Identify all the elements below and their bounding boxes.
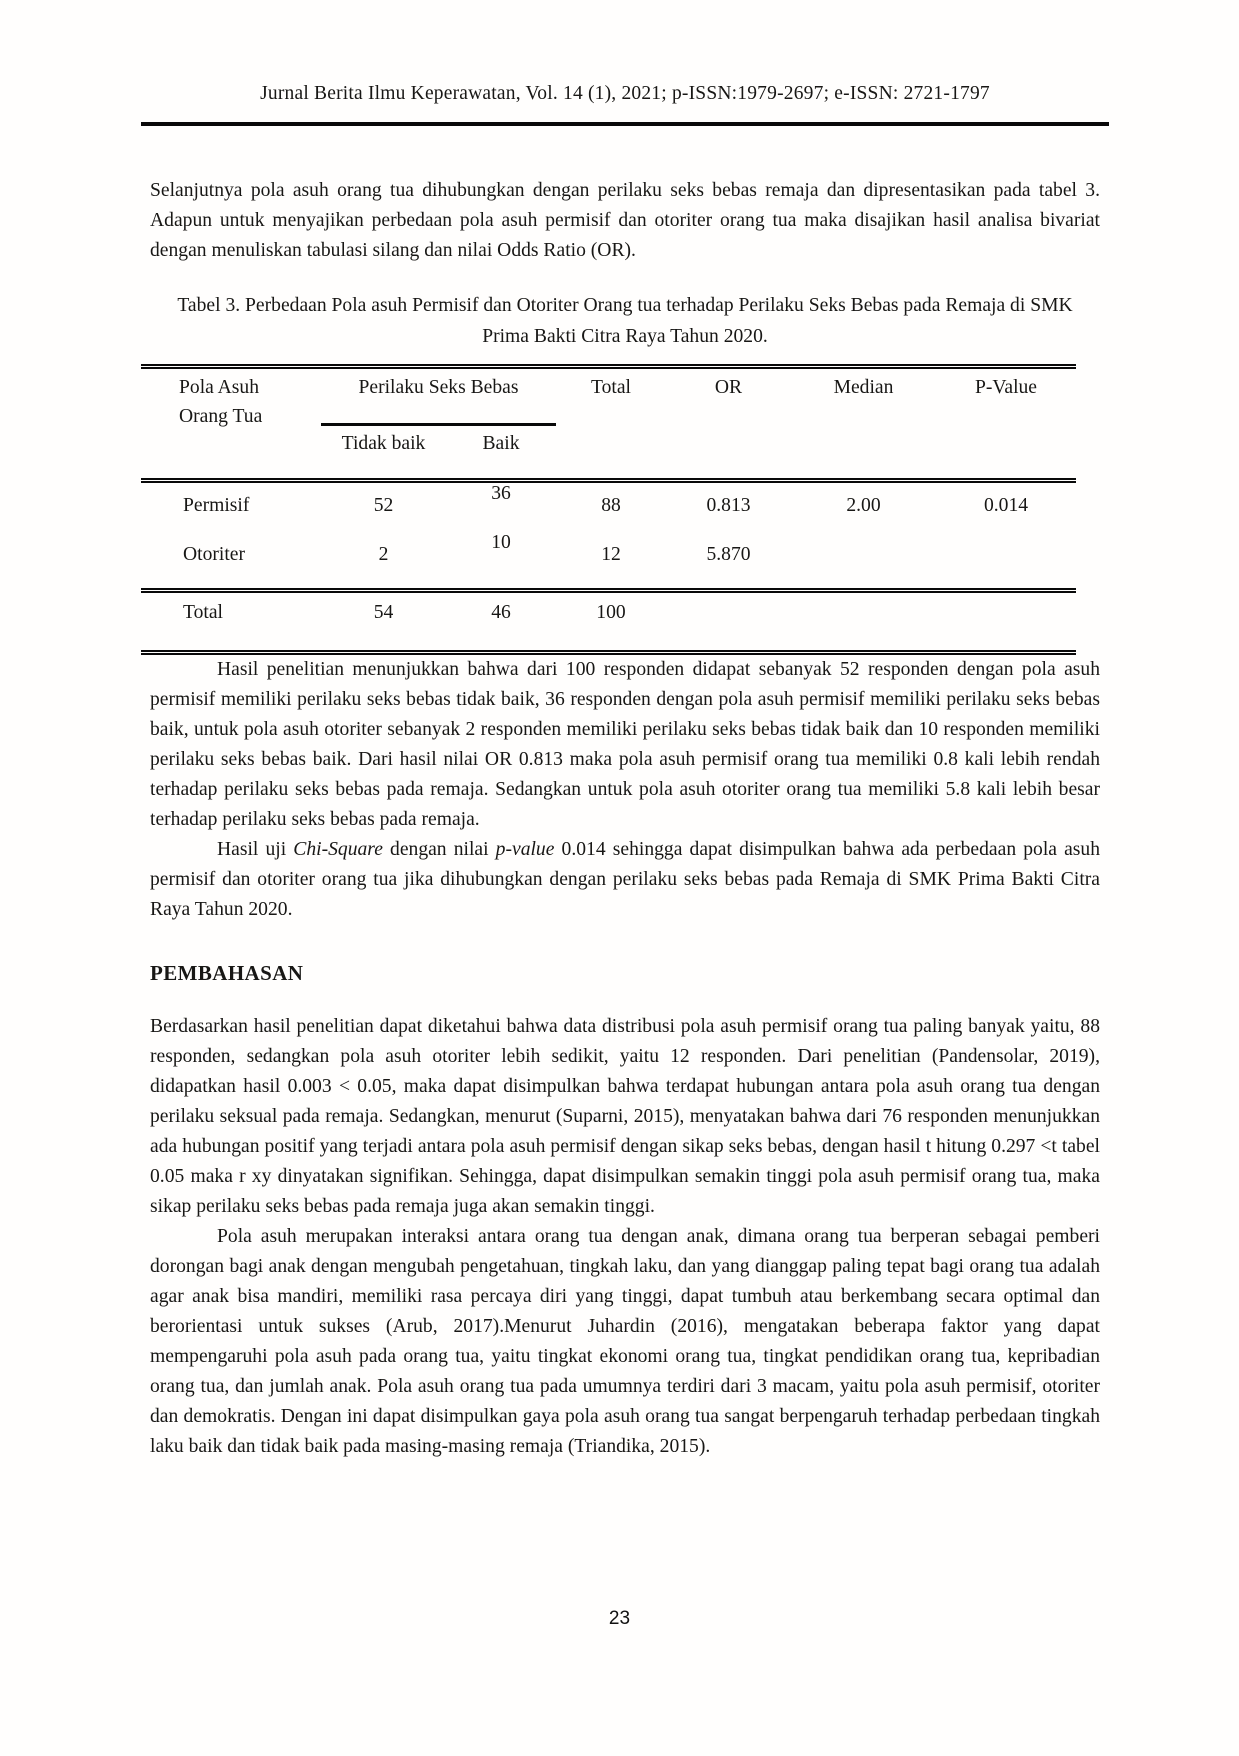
results-p2-text-1: Hasil uji [217,839,294,860]
cell-permisif-baik-value: 36 [491,483,511,504]
header-pola-asuh-line1: Pola Asuh [179,377,260,398]
cell-total-total: 100 [556,591,666,653]
table-row-total [141,591,1076,653]
header-rule [141,122,1109,126]
cell-otoriter-total: 12 [556,539,666,591]
results-paragraph-2 [150,835,1100,925]
results-p2-italic-p-value: p-value [495,839,555,860]
header-pvalue: P-Value [936,367,1076,481]
intro-paragraph: Selanjutnya pola asuh orang tua dihubungkan dengan perilaku seks bebas remaja dan dipresentasikan pada tabel 3. Adapun untuk menyajikan perbedaan pola asuh permisif dan otoriter orang tua maka disajikan hasil analisa bivariat dengan menuliskan tabulasi silang dan nilai Odds Ratio (OR). [150,180,1100,261]
cell-otoriter-pvalue [936,539,1076,591]
cell-permisif-median: 2.00 [846,495,881,516]
cell-permisif-tidak-baik: 52 [373,495,394,516]
results-p2-text-2: dengan nilai [382,839,496,860]
header-pola-asuh [141,367,321,481]
table-row-permisif [141,481,1076,539]
cell-otoriter-label: Otoriter [141,539,321,591]
cell-otoriter-median [791,539,936,591]
subheader-tidak-baik: Tidak baik [321,425,446,481]
cell-permisif-pvalue: 0.014 [983,495,1029,516]
cell-total-median [791,591,936,653]
cell-total-label: Total [141,591,321,653]
discussion-paragraph-1: Berdasarkan hasil penelitian dapat diketahui bahwa data distribusi pola asuh permisif orang tua paling banyak yaitu, 88 responden, sedangkan pola asuh otoriter lebih sedikit, yaitu 12 responden. Dari penelitian (Pandensolar, 2019), didapatkan hasil 0.003 < 0.05, maka dapat disimpulkan bahwa terdapat hubungan antara pola asuh orang tua dengan perilaku seksual pada remaja. Sedangkan, menurut (Suparni, 2015), menyatakan bahwa dari 76 responden menunjukkan ada hubungan positif yang terjadi antara pola asuh permisif dengan sikap seks bebas, dengan hasil t hitung 0.297 <t tabel 0.05 maka r xy dinyatakan signifikan. Sehingga, dapat disimpulkan semakin tinggi pola asuh permisif orang tua, maka sikap perilaku seks bebas pada remaja juga akan semakin tinggi. [150,1016,1100,1217]
cell-permisif-total: 88 [601,495,621,516]
cell-total-pvalue [936,591,1076,653]
cell-permisif-label: Permisif [183,495,250,516]
results-table [141,364,1076,655]
results-p2-italic-chi-square: Chi-Square [293,839,383,860]
header-total: Total [556,367,666,481]
cell-otoriter-or: 5.870 [666,539,791,591]
cell-otoriter-tidak-baik: 2 [321,539,446,591]
cell-total-baik: 46 [446,591,556,653]
header-or: OR [666,367,791,481]
cell-otoriter-baik [446,531,556,591]
table-row-otoriter [141,539,1076,591]
header-median: Median [791,367,936,481]
header-perilaku-group: Perilaku Seks Bebas [321,367,556,425]
results-p2-text-3: 0.014 sehingga dapat disimpulkan bahwa ada perbedaan pola asuh permisif dan otoriter orang tua jika dihubungkan dengan perilaku seks bebas pada Remaja di SMK Prima Bakti Citra Raya Tahun 2020. [150,839,1101,920]
section-heading-pembahasan: PEMBAHASAN [150,961,304,985]
journal-header-line: Jurnal Berita Ilmu Keperawatan, Vol. 14 (1), 2021; p-ISSN:1979-2697; e-ISSN: 2721-1797 [260,83,990,104]
page-number: 23 [608,1608,631,1629]
page-content [150,0,1100,1462]
cell-total-tidak-baik: 54 [321,591,446,653]
cell-total-or [666,591,791,653]
cell-permisif-or: 0.813 [706,495,751,516]
discussion-paragraph-2: Pola asuh merupakan interaksi antara orang tua dengan anak, dimana orang tua berperan sebagai pemberi dorongan bagi anak dengan mengubah pengetahuan, tingkah laku, dan yang dianggap paling tepat bagi orang tua adalah agar anak bisa mandiri, memiliki rasa percaya diri yang tinggi, dapat tumbuh atau berkembang secara optimal dan berorientasi untuk sukses (Arub, 2017).Menurut Juhardin (2016), mengatakan beberapa faktor yang dapat mempengaruhi pola asuh pada orang tua, yaitu tingkat ekonomi orang tua, tingkat pendidikan orang tua, kepribadian orang tua, dan jumlah anak. Pola asuh orang tua pada umumnya terdiri dari 3 macam, yaitu pola asuh permisif, otoriter dan demokratis. Dengan ini dapat disimpulkan gaya pola asuh orang tua sangat berpengaruh terhadap perbedaan tingkah laku baik dan tidak baik pada masing-masing remaja (Triandika, 2015). [150,1226,1100,1457]
header-pola-asuh-line2: Orang Tua [179,406,263,427]
results-paragraph-1: Hasil penelitian menunjukkan bahwa dari 100 responden didapat sebanyak 52 responden dengan pola asuh permisif memiliki perilaku seks bebas tidak baik, 36 responden dengan pola asuh permisif memiliki perilaku seks bebas baik, untuk pola asuh otoriter sebanyak 2 responden memiliki perilaku seks bebas tidak baik dan 10 responden memiliki perilaku seks bebas baik. Dari hasil nilai OR 0.813 maka pola asuh permisif orang tua memiliki 0.8 kali lebih rendah terhadap perilaku seks bebas pada remaja. Sedangkan untuk pola asuh otoriter orang tua memiliki 5.8 kali lebih besar terhadap perilaku seks bebas pada remaja. [150,659,1100,830]
table-header-row [141,367,1076,425]
table-caption: Tabel 3. Perbedaan Pola asuh Permisif dan Otoriter Orang tua terhadap Perilaku Seks Bebas pada Remaja di SMK Prima Bakti Citra Raya Tahun 2020. [177,295,1073,347]
cell-otoriter-baik-value: 10 [491,531,511,553]
subheader-baik: Baik [446,425,556,481]
